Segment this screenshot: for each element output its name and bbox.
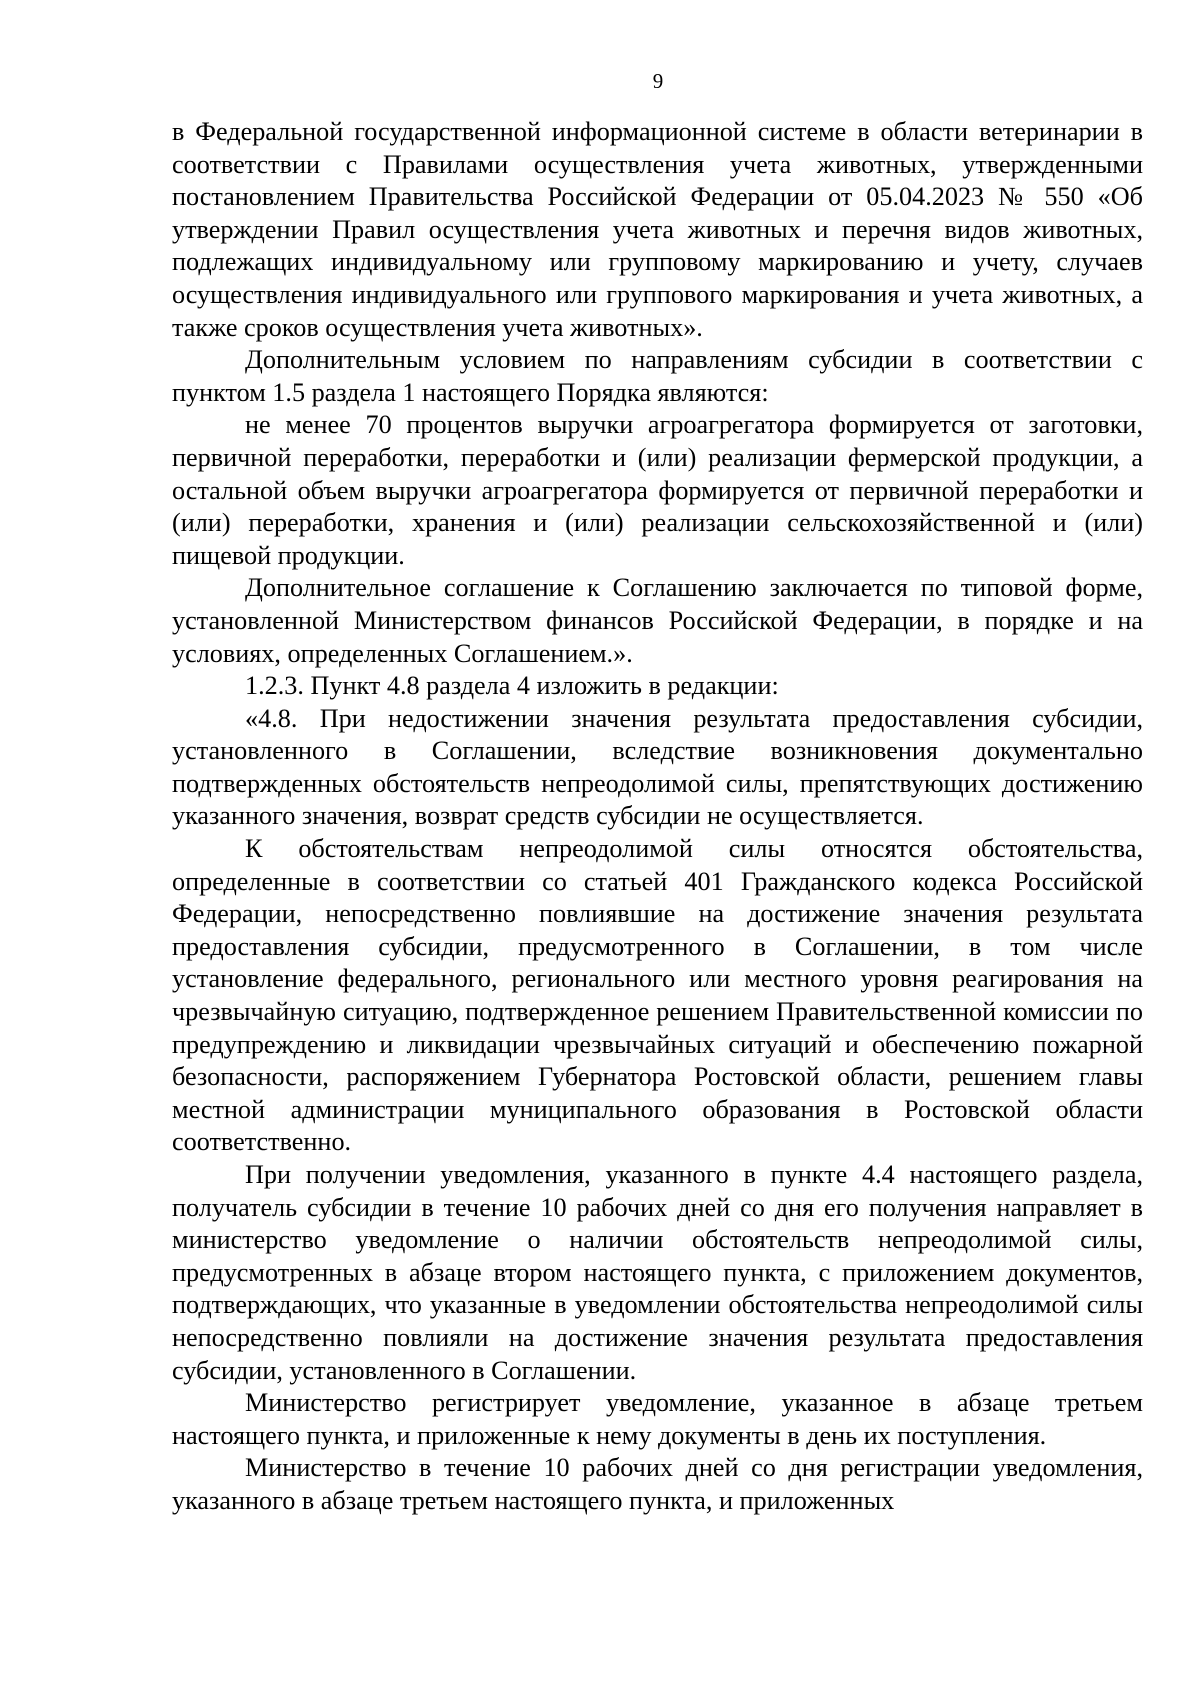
- paragraph-additional-agreement: Дополнительное соглашение к Соглашению заключается по типовой форме, установленной Министерством финансов Российской Федерации, в порядке и на условиях, определенных Соглашением.».: [172, 573, 1143, 668]
- paragraph-ministry-review: Министерство в течение 10 рабочих дней со дня регистрации уведомления, указанного в абзаце третьем настоящего пункта, и приложенных: [172, 1453, 1143, 1515]
- paragraph-revenue-condition: не менее 70 процентов выручки агроагрегатора формируется от заготовки, первичной переработки, переработки и (или) реализации фермерской продукции, а остальной объем выручки агроагрегатора формируется от первичной переработки и (или) переработки, хранения и (или) реализации сельскохозяйственной и (или) пищевой продукции.: [172, 410, 1143, 570]
- paragraph-additional-condition: Дополнительным условием по направлениям субсидии в соответствии с пунктом 1.5 раздела 1 настоящего Порядка являются:: [172, 345, 1143, 407]
- document-body: [172, 116, 1143, 1518]
- paragraph-registration: Министерство регистрирует уведомление, указанное в абзаце третьем настоящего пункта, и приложенные к нему документы в день их поступления.: [172, 1388, 1143, 1450]
- paragraph-item-1-2-3: 1.2.3. Пункт 4.8 раздела 4 изложить в редакции:: [245, 671, 779, 701]
- page-number: 9: [652, 69, 664, 93]
- paragraph-force-majeure: К обстоятельствам непреодолимой силы относятся обстоятельства, определенные в соответствии со статьей 401 Гражданского кодекса Российской Федерации, непосредственно повлиявшие на достижение значения результата предоставления субсидии, предусмотренного в Соглашении, в том числе установление федерального, регионального или местного уровня реагирования на чрезвычайную ситуацию, подтвержденное решением Правительственной комиссии по предупреждению и ликвидации чрезвычайных ситуаций и обеспечению пожарной безопасности, распоряжением Губернатора Ростовской области, решением главы местной администрации муниципального образования в Ростовской области соответственно.: [172, 834, 1143, 1157]
- paragraph-item-4-8: «4.8. При недостижении значения результата предоставления субсидии, установленного в Соглашении, вследствие возникновения документально подтвержденных обстоятельств непреодолимой силы, препятствующих достижению указанного значения, возврат средств субсидии не осуществляется.: [172, 703, 1143, 831]
- paragraph-continuation: в Федеральной государственной информационной системе в области ветеринарии в соответствии с Правилами осуществления учета животных, утвержденными постановлением Правительства Российской Федерации от 05.04.2023 № 550 «Об утверждении Правил осуществления учета животных и перечня видов животных, подлежащих индивидуальному или групповому маркированию и учету, случаев осуществления индивидуального или группового маркирования и учета животных, а также сроков осуществления учета животных».: [172, 117, 1143, 342]
- paragraph-notification: При получении уведомления, указанного в пункте 4.4 настоящего раздела, получатель субсидии в течение 10 рабочих дней со дня его получения направляет в министерство уведомление о наличии обстоятельств непреодолимой силы, предусмотренных в абзаце втором настоящего пункта, с приложением документов, подтверждающих, что указанные в уведомлении обстоятельства непреодолимой силы непосредственно повлияли на достижение значения результата предоставления субсидии, установленного в Соглашении.: [172, 1160, 1143, 1385]
